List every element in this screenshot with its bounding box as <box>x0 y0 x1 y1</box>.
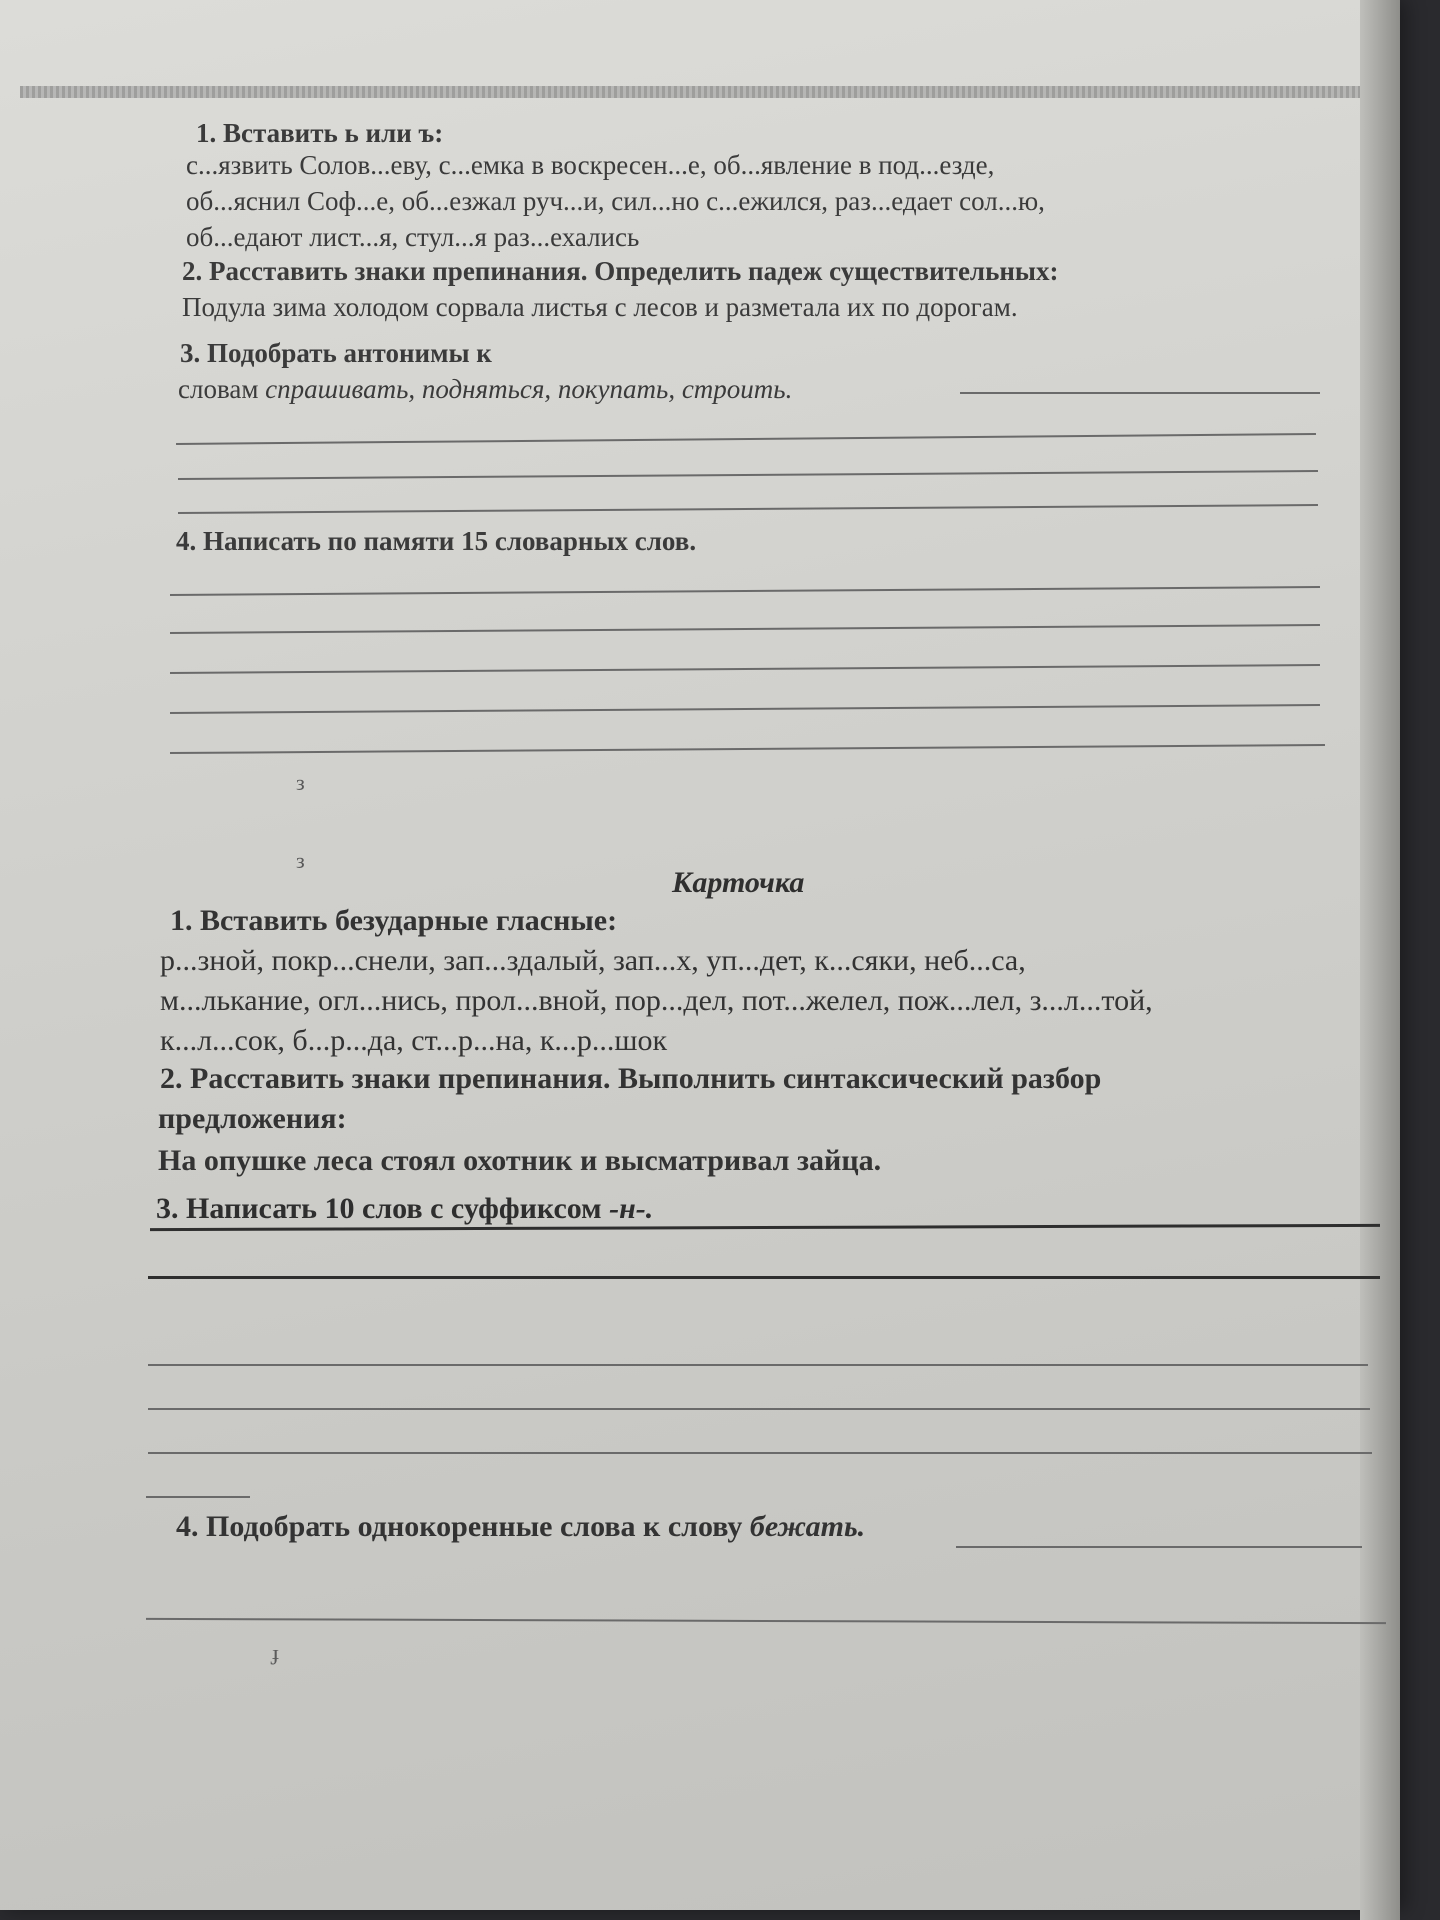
card2-task1-title: 1. Вставить безударные гласные: <box>170 904 618 937</box>
card2-task4-answer-line-2[interactable] <box>146 1618 1386 1624</box>
card1-task3-words: спрашивать, подняться, покупать, строить. <box>265 374 793 404</box>
page-edge <box>1360 0 1400 1920</box>
card2-task4-prompt <box>176 1510 865 1544</box>
card1-task4-answer-line-5[interactable] <box>170 744 1325 754</box>
card1-task3-answer-line-2[interactable] <box>176 433 1316 445</box>
card1-task1-line-2: об...яснил Соф...е, об...езжал руч...и, сил...но с...ежился, раз...едает сол...ю, <box>186 186 1045 216</box>
card2-heading: Карточка <box>672 866 805 899</box>
card2-task3-title: 3. Написать 10 слов с суффиксом <box>156 1192 602 1225</box>
card1-task4-answer-line-4[interactable] <box>170 704 1320 714</box>
card2-task2-title-line-1: 2. Расставить знаки препинания. Выполнить синтаксический разбор <box>160 1062 1102 1095</box>
scribble-mark: з <box>296 770 305 795</box>
card2-task2-sentence: На опушке леса стоял охотник и высматривал зайца. <box>158 1144 882 1177</box>
card2-task3-answer-line-2[interactable] <box>148 1276 1380 1279</box>
card2-task1-line-2: м...лькание, огл...нись, прол...вной, пор...дел, пот...желел, пож...лел, з...л...той, <box>160 984 1153 1017</box>
card2-task1-line-3: к...л...сок, б...р...да, ст...р...на, к...р...шок <box>160 1024 668 1057</box>
card1-task3-prefix: словам <box>178 374 259 404</box>
card2-task3-answer-line-4[interactable] <box>148 1408 1370 1410</box>
card1-task3-answer-line-4[interactable] <box>178 504 1318 514</box>
card1-task4-answer-line-1[interactable] <box>170 586 1320 596</box>
card1-task4-answer-line-2[interactable] <box>170 624 1320 634</box>
card1-task1-line-3: об...едают лист...я, стул...я раз...ехались <box>186 222 640 252</box>
scribble-mark: ɟ <box>272 1640 280 1665</box>
card2-task4-title: 4. Подобрать однокоренные слова к слову <box>176 1510 743 1543</box>
header-divider <box>20 86 1380 98</box>
card1-task1-title: 1. Вставить ь или ъ: <box>196 118 444 148</box>
card1-task2-title: 2. Расставить знаки препинания. Определить падеж существительных: <box>182 256 1059 286</box>
card1-task4-answer-line-3[interactable] <box>170 664 1320 674</box>
card1-task3-prompt <box>178 374 792 405</box>
scribble-mark: з <box>296 848 305 873</box>
card2-task4-answer-line-1[interactable] <box>956 1546 1362 1548</box>
card2-task3-answer-line-6[interactable] <box>146 1496 250 1498</box>
card2-task4-word: бежать. <box>749 1510 866 1543</box>
card1-task3-answer-line-3[interactable] <box>178 470 1318 480</box>
card1-task2-sentence: Подула зима холодом сорвала листья с лесов и разметала их по дорогам. <box>182 292 1018 322</box>
card2-task1-line-1: р...зной, покр...снели, зап...здалый, зап...х, уп...дет, к...сяки, неб...са, <box>160 944 1026 977</box>
card2-task3-suffix: -н-. <box>609 1192 654 1225</box>
card2-task2-title-line-2: предложения: <box>158 1102 347 1135</box>
card1-task3-answer-line-1[interactable] <box>960 392 1320 394</box>
card2-task3-prompt <box>156 1192 653 1226</box>
card1-task1-line-1: с...язвить Солов...еву, с...емка в воскресен...е, об...явление в под...езде, <box>186 150 995 180</box>
card2-task3-answer-line-5[interactable] <box>148 1452 1372 1454</box>
card1-task4-title: 4. Написать по памяти 15 словарных слов. <box>176 526 697 556</box>
card2-task3-answer-line-3[interactable] <box>148 1364 1368 1366</box>
card1-task3-title: 3. Подобрать антонимы к <box>180 338 492 368</box>
